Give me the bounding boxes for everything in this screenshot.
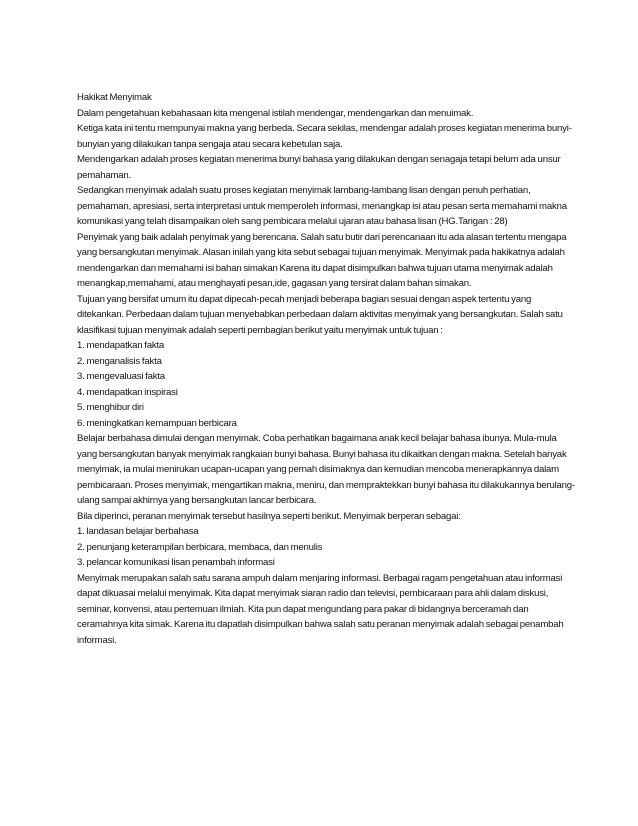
list-item: 5. menghibur diri — [77, 402, 144, 413]
list-item: 3. pelancar komunikasi lisan penambah informasi — [77, 557, 275, 568]
list-item: 1. mendapatkan fakta — [77, 340, 165, 351]
paragraph-penyimak-baik: Penyimak yang baik adalah penyimak yang berencana. Salah satu butir dari perencanaan itu ada alasan tertentu mengapa yang bersangkutan menyimak. Alasan inilah yang kita sebut sebagai tujuan menyimak. Menyimak pada hakikatnya adalah mendengarkan dan memahami isi bahan simakan Karena itu dapat disimpulkan bahwa tujuan utama menyimak adalah menangkap,memahami, atau menghayati pesan,ide, gagasan yang tersirat dalam bahan simakan. — [77, 231, 567, 289]
paragraph-peranan: Bila diperinci, peranan menyimak tersebut hasilnya seperti berikut. Menyimak berperan sebagai: — [77, 510, 461, 522]
paragraph-menyimak: Sedangkan menyimak adalah suatu proses kegiatan menyimak lambang-lambang lisan dengan penuh perhatian, pemahaman, apresiasi, serta interpretasi untuk memperoleh informasi, menangkap isi atau pesan serta memahami makna komunikasi yang telah disampaikan oleh sang pembicara melalui ujaran atau bahasa lisan (HG.Tarigan : 28) — [77, 185, 567, 227]
paragraph-mendengarkan: Mendengarkan adalah proses kegiatan menerima bunyi bahasa yang dilakukan dengan senagaja tetapi belum ada unsur pemahaman. — [77, 154, 561, 181]
paragraph-informasi: Menyimak merupakan salah satu sarana ampuh dalam menjaring informasi. Berbagai ragam pengetahuan atau informasi dapat dikuasai melalui menyimak. Kita dapat menyimak siaran radio dan televisi, pembicaraan para ahli dalam diskusi, seminar, konvensi, atau pertemuan ilmiah. Kita pun dapat mengundang para pakar di bidangnya berceramah dan ceramahnya kita simak. Karena itu dapatlah disimpulkan bahwa salah satu peranan menyimak adalah sebagai penambah informasi. — [77, 572, 564, 646]
paragraph-belajar-berbahasa: Belajar berbahasa dimulai dengan menyimak. Coba perhatikan bagaimana anak kecil belajar bahasa ibunya. Mula-mula yang bersangkutan banyak menyimak rangkaian bunyi bahasa. Bunyi bahasa itu dikaitkan dengan makna. Setelah banyak menyimak, ia mulai menirukan ucapan-ucapan yang pernah disimaknya dan kemudian mencoba menerapkannya dalam pembicaraan. Proses menyimak, mengartikan makna, meniru, dan mempraktekkan bunyi bahasa itu dilakukannya berulang-ulang sampai akhirnya yang bersangkutan lancar berbicara. — [77, 433, 575, 506]
list-item: 3. mengevaluasi fakta — [77, 371, 165, 382]
document-body — [77, 90, 577, 648]
document-title: Hakikat Menyimak — [77, 92, 152, 103]
paragraph-definitions: Dalam pengetahuan kebahasaan kita mengenal istilah mendengar, mendengarkan dan menuimak. — [77, 107, 474, 119]
list-item: 1. landasan belajar berbahasa — [77, 526, 199, 537]
list-item: 2. penunjang keterampilan berbicara, membaca, dan menulis — [77, 541, 323, 553]
paragraph-difference: Ketiga kata ini tentu mempunyai makna yang berbeda. Secara sekilas, mendengar adalah proses kegiatan menerima bunyi-bunyian yang dilakukan tanpa sengaja atau secara kebetulan saja. — [77, 123, 572, 150]
list-item: 2. menganalisis fakta — [77, 355, 162, 367]
list-item: 6. meningkatkan kemampuan berbicara — [77, 417, 237, 429]
list-item: 4. mendapatkan inspirasi — [77, 386, 178, 398]
paragraph-tujuan: Tujuan yang bersifat umum itu dapat dipecah-pecah menjadi beberapa bagian sesuai dengan aspek tertentu yang ditekankan. Perbedaan dalam tujuan menyebabkan perbedaan dalam aktivitas menyimak yang bersangkutan. Salah satu klasifikasi tujuan menyimak adalah seperti pembagian berikut yaitu menyimak untuk tujuan : — [77, 293, 563, 336]
